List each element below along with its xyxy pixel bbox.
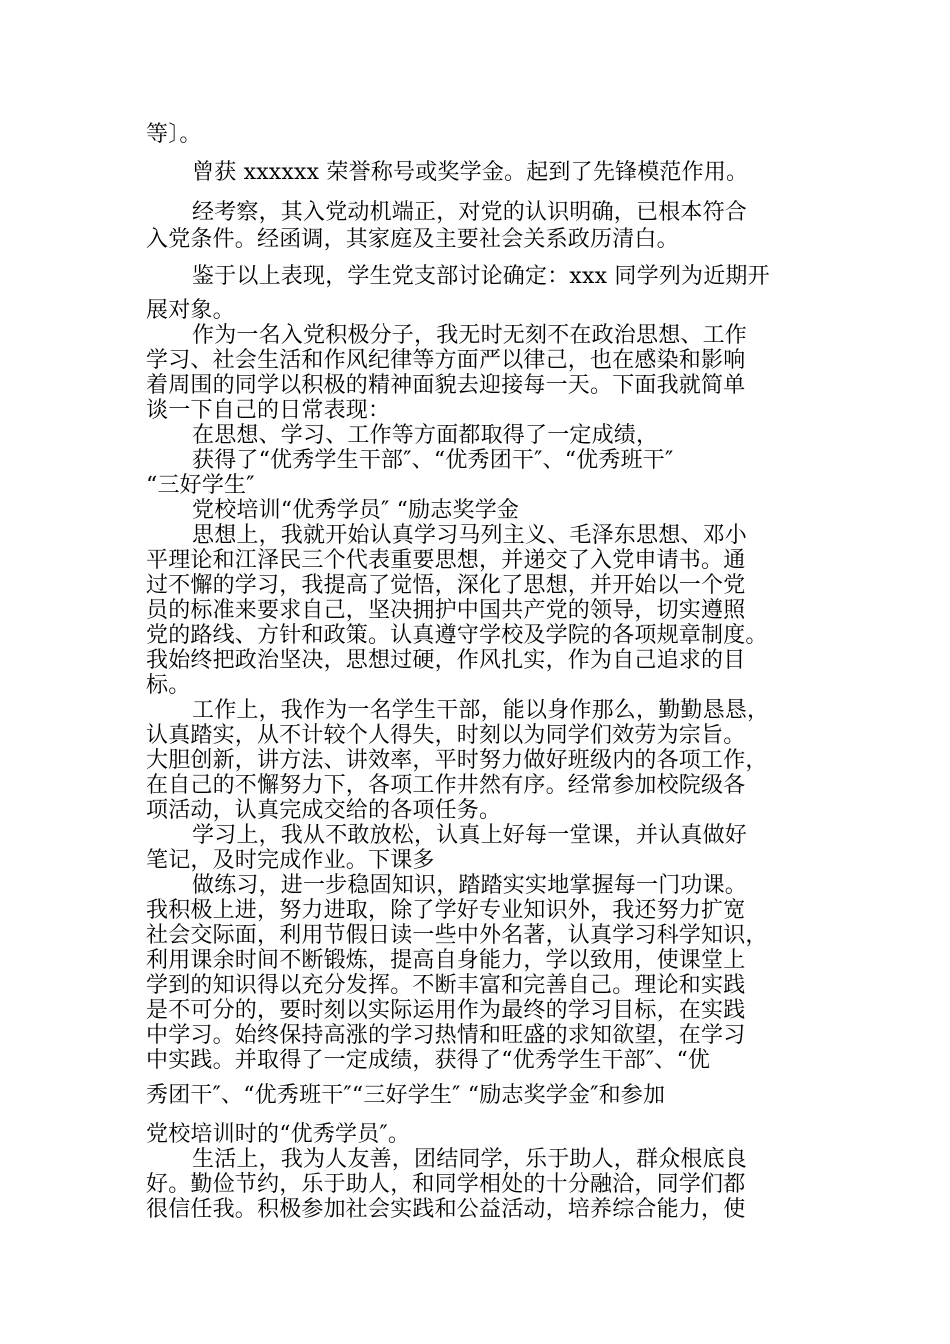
text-line: 经考察，其入党动机端正，对党的认识明确，已根本符合	[192, 200, 748, 225]
text-line: 过不懈的学习，我提高了觉悟，深化了思想，并开始以一个党	[146, 573, 746, 598]
text-line: 等〕。	[146, 122, 202, 147]
text-line: 党的路线、方针和政策。认真遵守学校及学院的各项规章制度。	[146, 623, 768, 648]
text-line: 好。勤俭节约，乐于助人，和同学相处的十分融洽，同学们都	[146, 1172, 746, 1197]
text-line: 生活上，我为人友善，团结同学，乐于助人，群众根底良	[192, 1147, 748, 1172]
text-line: 展对象。	[146, 298, 235, 323]
text-line: 笔记，及时完成作业。下课多	[146, 848, 435, 873]
text-line: 作为一名入党积极分子，我无时无刻不在政治思想、工作	[192, 323, 748, 348]
text-line: 项活动，认真完成交给的各项任务。	[146, 798, 502, 823]
text-line: 平理论和江泽民三个代表重要思想，并递交了入党申请书。通	[146, 548, 746, 573]
text-line: 党校培训时的“优秀学员″。	[146, 1122, 411, 1147]
text-line: 利用课余时间不断锻炼，提高自身能力，学以致用，使课堂上	[146, 948, 746, 973]
text-line: 中学习。始终保持高涨的学习热情和旺盛的求知欲望，在学习	[146, 1023, 746, 1048]
text-line: 认真踏实，从不计较个人得失，时刻以为同学们效劳为宗旨。	[146, 723, 746, 748]
text-line: 鉴于以上表现，学生党支部讨论确定：xxx 同学列为近期开	[192, 264, 770, 289]
text-line: 我始终把政治坚决，思想过硬，作风扎实，作为自己追求的目	[146, 648, 746, 673]
text-line: 中实践。并取得了一定成绩，获得了“优秀学生干部″、“优	[146, 1048, 711, 1073]
text-line: 很信任我。积极参加社会实践和公益活动，培养综合能力，使	[146, 1197, 746, 1222]
text-line: 工作上，我作为一名学生干部，能以身作那么，勤勤恳恳，	[192, 698, 770, 723]
text-line: 在思想、学习、工作等方面都取得了一定成绩，	[192, 423, 659, 448]
text-line: 是不可分的，要时刻以实际运用作为最终的学习目标，在实践	[146, 998, 746, 1023]
text-line: 员的标准来要求自己，坚决拥护中国共产党的领导，切实遵照	[146, 598, 746, 623]
text-line: 秀团干″、“优秀班干″“三好学生″ “励志奖学金″和参加	[146, 1083, 666, 1108]
text-line: 入党条件。经函调，其家庭及主要社会关系政历清白。	[146, 227, 679, 252]
text-line: 学习上，我从不敢放松，认真上好每一堂课，并认真做好	[192, 823, 748, 848]
text-line: 谈一下自己的日常表现：	[146, 398, 391, 423]
text-line: 思想上，我就开始认真学习马列主义、毛泽东思想、邓小	[192, 523, 748, 548]
text-line: 做练习，进一步稳固知识，踏踏实实地掌握每一门功课。	[192, 873, 748, 898]
text-line: 曾获 xxxxxx 荣誉称号或奖学金。起到了先锋模范作用。	[192, 160, 749, 185]
text-line: 着周围的同学以积极的精神面貌去迎接每一天。下面我就简单	[146, 373, 746, 398]
text-line: 在自己的不懈努力下，各项工作井然有序。经常参加校院级各	[146, 773, 746, 798]
text-line: “三好学生″	[146, 473, 255, 498]
text-line: 党校培训“优秀学员″ “励志奖学金	[192, 498, 520, 523]
text-line: 学习、社会生活和作风纪律等方面严以律己，也在感染和影响	[146, 348, 746, 373]
text-line: 大胆创新，讲方法、讲效率，平时努力做好班级内的各项工作，	[146, 748, 768, 773]
text-line: 我积极上进，努力进取，除了学好专业知识外，我还努力扩宽	[146, 898, 746, 923]
text-line: 获得了“优秀学生干部″、“优秀团干″、“优秀班干″	[192, 448, 674, 473]
text-line: 社会交际面，利用节假日读一些中外名著，认真学习科学知识，	[146, 923, 768, 948]
text-line: 学到的知识得以充分发挥。不断丰富和完善自己。理论和实践	[146, 973, 746, 998]
text-line: 标。	[146, 673, 191, 698]
